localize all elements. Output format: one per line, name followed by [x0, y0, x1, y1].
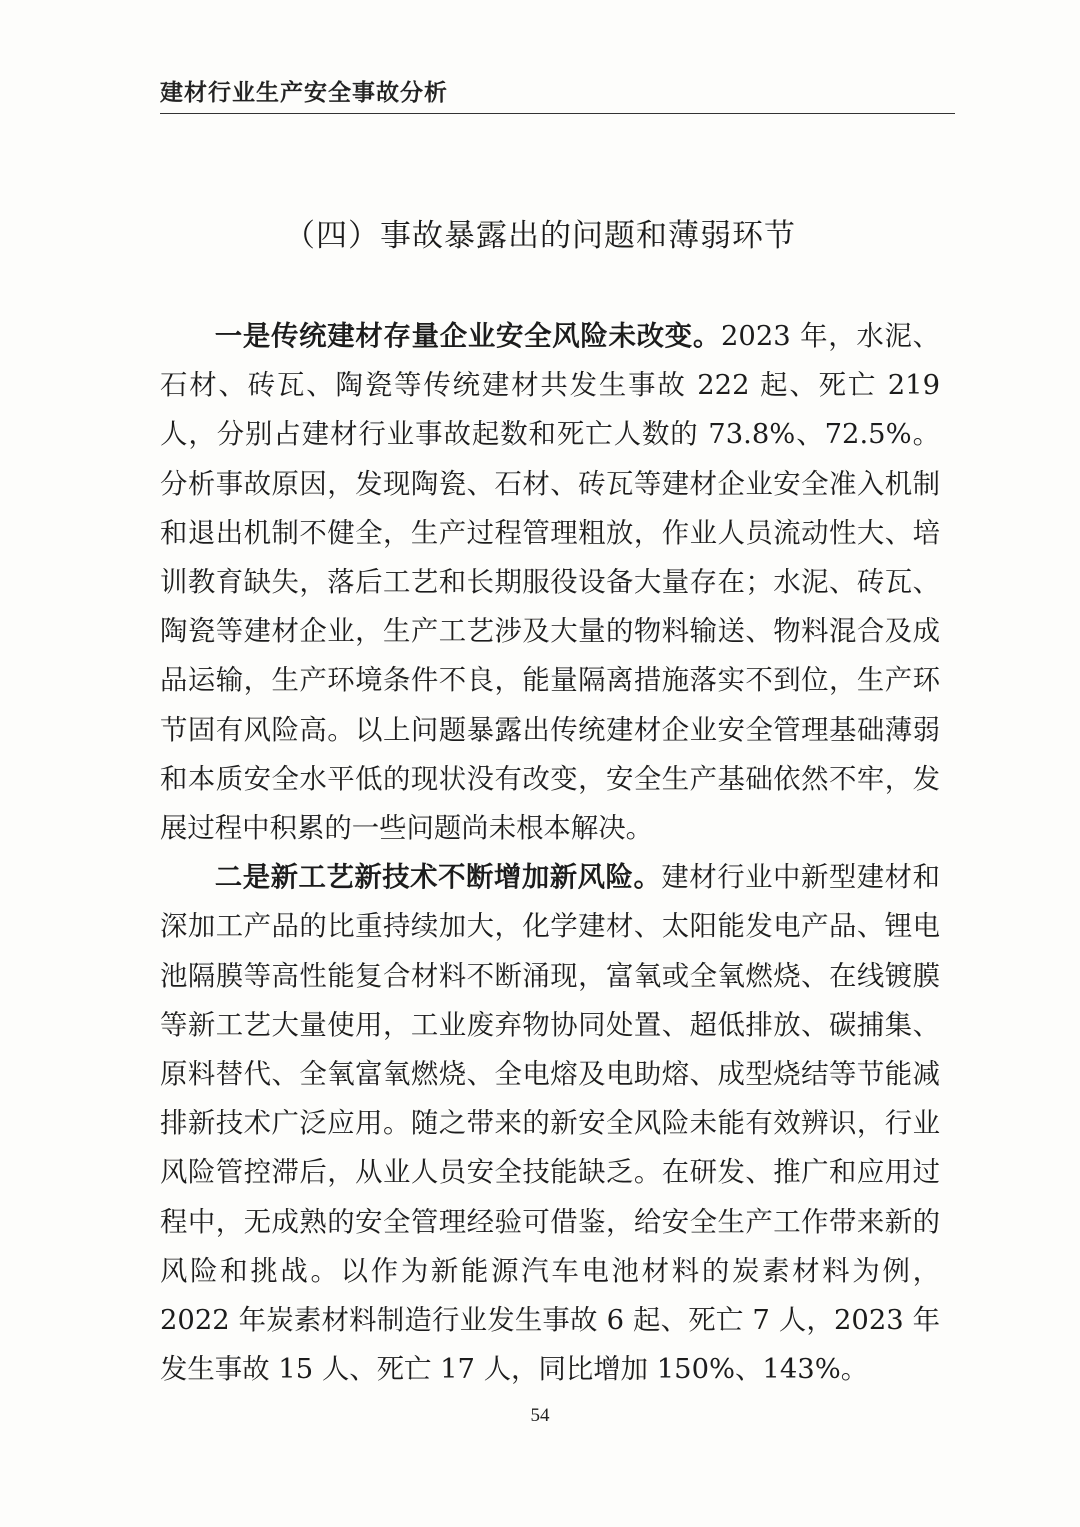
- section-title: （四）事故暴露出的问题和薄弱环节: [284, 218, 796, 254]
- paragraph-traditional-materials: [160, 312, 940, 853]
- header-divider: [160, 113, 955, 114]
- paragraph-lead: 一是传统建材存量企业安全风险未改变。: [214, 321, 721, 352]
- paragraph-body: 建材行业中新型建材和深加工产品的比重持续加大，化学建材、太阳能发电产品、锂电池隔膜等高性能复合材料不断涌现，富氧或全氧燃烧、在线镀膜等新工艺大量使用，工业废弃物协同处置、超低排放、碳捕集、原料替代、全氧富氧燃烧、全电熔及电助熔、成型烧结等节能减排新技术广泛应用。随之带来的新安全风险未能有效辨识，行业风险管控滞后，从业人员安全技能缺乏。在研发、推广和应用过程中，无成熟的安全管理经验可借鉴，给安全生产工作带来新的风险和挑战。以作为新能源汽车电池材料的炭素材料为例，2022 年炭素材料制造行业发生事故 6 起、死亡 7 人，2023 年发生事故 15 人、死亡 17 人，同比增加 150%、143%。: [160, 862, 940, 1386]
- running-header: 建材行业生产安全事故分析: [160, 80, 448, 106]
- body-text: [160, 312, 940, 1394]
- page-number: 54: [530, 1405, 550, 1426]
- paragraph-new-technology: [160, 853, 940, 1394]
- paragraph-lead: 二是新工艺新技术不断增加新风险。: [214, 862, 662, 894]
- paragraph-body: 2023 年，水泥、石材、砖瓦、陶瓷等传统建材共发生事故 222 起、死亡 219 人，分别占建材行业事故起数和死亡人数的 73.8%、72.5%。分析事故原因，发现陶瓷、石材、砖瓦等建材企业安全准入机制和退出机制不健全，生产过程管理粗放，作业人员流动性大、培训教育缺失，落后工艺和长期服役设备大量存在；水泥、砖瓦、陶瓷等建材企业，生产工艺涉及大量的物料输送、物料混合及成品运输，生产环境条件不良，能量隔离措施落实不到位，生产环节固有风险高。以上问题暴露出传统建材企业安全管理基础薄弱和本质安全水平低的现状没有改变，安全生产基础依然不牢，发展过程中积累的一些问题尚未根本解决。: [160, 321, 940, 845]
